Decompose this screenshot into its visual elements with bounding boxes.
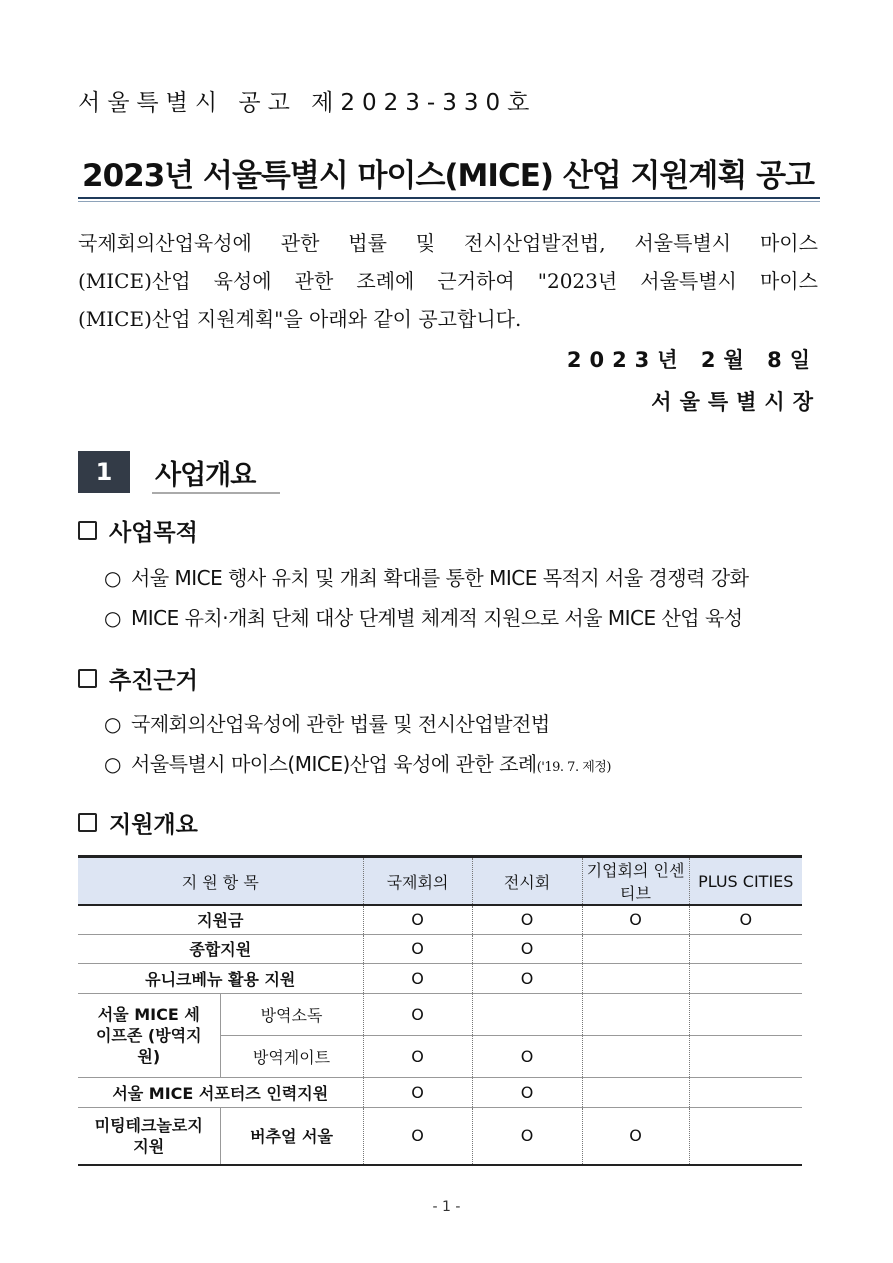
intro-word: 법률 <box>348 231 387 255</box>
table-cell: O <box>472 1077 582 1107</box>
header-corporate-incentive: 기업회의 인센티브 <box>582 857 689 906</box>
page-number: - 1 - <box>432 1199 461 1215</box>
table-row <box>78 905 802 934</box>
table-row <box>78 1107 802 1165</box>
enactment-note: ('19. 7. 제정) <box>536 760 611 775</box>
circle-bullet-icon: ○ <box>104 712 121 736</box>
list-item <box>104 748 611 777</box>
row-label: 유니크베뉴 활용 지원 <box>78 963 363 993</box>
table-cell <box>689 1107 802 1165</box>
table-cell: O <box>472 1107 582 1165</box>
table-cell <box>582 1035 689 1077</box>
document-title: 2023년 서울특별시 마이스(MICE) 산업 지원계획 공고 <box>82 158 814 194</box>
header-international-conference: 국제회의 <box>363 857 472 906</box>
table-cell: O <box>582 1107 689 1165</box>
list-item <box>104 708 550 737</box>
intro-word: 근거하여 <box>437 269 515 293</box>
row-label: 지원금 <box>197 911 244 931</box>
table-cell: O <box>582 905 689 934</box>
list-item <box>104 562 748 591</box>
table-cell <box>582 1077 689 1107</box>
intro-word: 국제회의산업육성에 <box>78 231 252 255</box>
intro-word: 조례에 <box>356 269 415 293</box>
table-row <box>78 934 802 963</box>
intro-word: 관한 <box>294 269 334 293</box>
subsection-basis <box>78 662 198 695</box>
table-cell: O <box>363 993 472 1035</box>
intro-word: 전시산업발전법, <box>464 231 606 255</box>
table-cell <box>689 993 802 1035</box>
subsection-heading: 지원개요 <box>109 812 198 838</box>
table-cell: O <box>363 1077 472 1107</box>
intro-paragraph <box>78 224 818 338</box>
list-item-text: 국제회의산업육성에 관한 법률 및 전시산업발전법 <box>131 712 550 736</box>
list-item-text: 서울특별시 마이스(MICE)산업 육성에 관한 조례 <box>131 752 537 776</box>
table-cell <box>582 963 689 993</box>
table-cell <box>582 993 689 1035</box>
list-item <box>104 602 743 631</box>
intro-word: 서울특별시 <box>640 269 737 293</box>
subsection-purpose <box>78 514 198 547</box>
row-label: 서울 MICE 서포터즈 인력지원 <box>78 1077 363 1107</box>
table-cell: O <box>472 905 582 934</box>
row-label: 종합지원 <box>78 934 363 963</box>
table-cell <box>689 934 802 963</box>
table-cell: O <box>363 934 472 963</box>
table-row <box>78 963 802 993</box>
notice-number: 서울특별시 공고 제2023-330호 <box>78 90 537 116</box>
list-item-text: MICE 유치·개최 단체 대상 단계별 체계적 지원으로 서울 MICE 산업 육성 <box>131 606 743 630</box>
sub-row-label: 방역게이트 <box>220 1035 363 1077</box>
circle-bullet-icon: ○ <box>104 752 121 776</box>
circle-bullet-icon: ○ <box>104 606 121 630</box>
table-cell: O <box>472 963 582 993</box>
table-row <box>78 1077 802 1107</box>
support-table <box>78 855 802 1166</box>
intro-word: 육성에 <box>213 269 272 293</box>
intro-line-3: (MICE)산업 지원계획"을 아래와 같이 공고합니다. <box>78 307 522 331</box>
list-item-text: 서울 MICE 행사 유치 및 개최 확대를 통한 MICE 목적지 서울 경쟁력 강화 <box>131 566 749 590</box>
section-title-underline <box>152 492 280 494</box>
issuer: 서울특별시장 <box>651 390 821 414</box>
row-label: 서울 MICE 세이프존 (방역지원) <box>78 993 220 1077</box>
title-rule <box>78 197 820 199</box>
section-number-badge: 1 <box>78 451 130 493</box>
intro-word: 및 <box>415 231 436 255</box>
table-cell <box>472 993 582 1035</box>
sub-row-label: 방역소독 <box>220 993 363 1035</box>
subsection-heading: 사업목적 <box>109 520 198 546</box>
intro-word: 마이스 <box>759 269 818 293</box>
notice-date: 2023년 2월 8일 <box>566 348 818 372</box>
table-cell <box>689 963 802 993</box>
table-cell <box>689 1035 802 1077</box>
intro-word: 마이스 <box>759 231 818 255</box>
table-cell: O <box>363 963 472 993</box>
table-header-row <box>78 857 802 906</box>
table-cell <box>582 934 689 963</box>
header-plus-cities: PLUS CITIES <box>689 857 802 906</box>
table-cell: O <box>363 905 472 934</box>
sub-row-label: 버추얼 서울 <box>220 1107 363 1165</box>
subsection-heading: 추진근거 <box>109 668 198 694</box>
table-cell: O <box>472 1035 582 1077</box>
intro-word: 관한 <box>280 231 320 255</box>
title-rule-thin <box>78 201 820 202</box>
row-label: 미팅테크놀로지 지원 <box>78 1107 220 1165</box>
header-exhibition: 전시회 <box>472 857 582 906</box>
table-cell: O <box>472 934 582 963</box>
table-cell: O <box>363 1035 472 1077</box>
circle-bullet-icon: ○ <box>104 566 121 590</box>
table-cell <box>689 1077 802 1107</box>
table-row <box>78 993 802 1035</box>
intro-line-1 <box>78 224 818 262</box>
subsection-overview <box>78 806 198 839</box>
section-title: 사업개요 <box>155 460 256 491</box>
square-bullet-icon <box>78 669 97 688</box>
intro-line-2 <box>78 262 818 300</box>
square-bullet-icon <box>78 813 97 832</box>
intro-word: "2023년 <box>537 269 618 293</box>
header-support-item: 지 원 항 목 <box>78 857 363 906</box>
table-cell: O <box>689 905 802 934</box>
intro-word: 서울특별시 <box>634 231 732 255</box>
square-bullet-icon <box>78 521 97 540</box>
intro-word: (MICE)산업 <box>78 269 191 293</box>
table-cell: O <box>363 1107 472 1165</box>
